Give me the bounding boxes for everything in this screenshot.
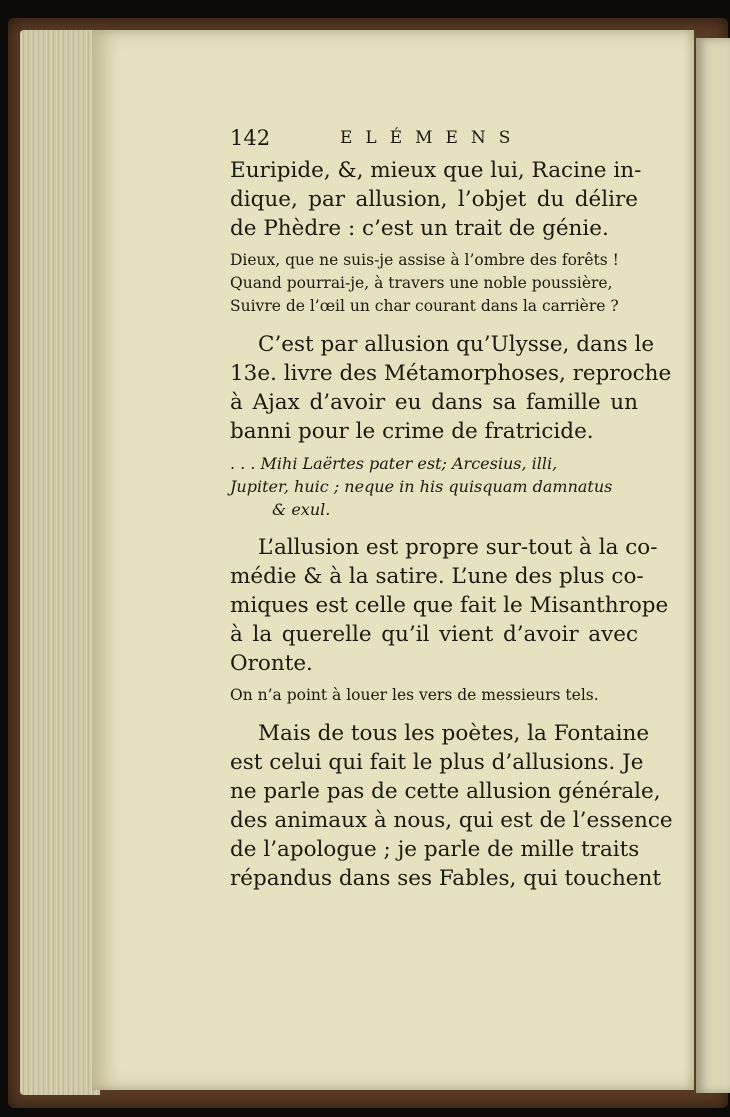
text-line: 13e. livre des Métamorphoses, reproche (230, 361, 672, 386)
facing-page-edge (696, 38, 730, 1093)
page-edges (20, 30, 100, 1095)
verse-line: Dieux, que ne suis-je assise à l’ombre des forêts ! (230, 251, 619, 269)
latin-quotation (230, 452, 638, 521)
text-line: Mais de tous les poètes, la Fontaine (258, 721, 650, 746)
paragraph-ulysse (230, 330, 672, 446)
verse-line: Quand pourrai-je, à travers une noble poussière, (230, 274, 613, 292)
text-line: des animaux à nous, qui est de l’essence (230, 808, 673, 833)
quote-line: & exul. (272, 500, 331, 519)
text-line: répandus dans ses Fables, qui touchent (230, 866, 662, 891)
page-number: 142 (230, 126, 271, 150)
text-line: C’est par allusion qu’Ulysse, dans le (258, 332, 655, 357)
text-line: de l’apologue ; je parle de mille traits (230, 837, 640, 862)
text-line: banni pour le crime de fratricide. (230, 419, 594, 444)
text-line: ne parle pas de cette allusion générale, (230, 779, 661, 804)
verse-quotation (230, 249, 638, 318)
page-text (230, 122, 673, 893)
text-line: L’allusion est propre sur-tout à la co- (258, 535, 658, 560)
verse-line-misanthrope: On n’a point à louer les vers de messieurs tels. (230, 686, 599, 704)
text-line: Euripide, &, mieux que lui, Racine in- (230, 158, 642, 183)
text-line: à Ajax d’avoir eu dans sa famille un (230, 390, 638, 415)
text-line: est celui qui fait le plus d’allusions. Je (230, 750, 644, 775)
text-line: Oronte. (230, 651, 313, 676)
text-line: de Phèdre : c’est un trait de génie. (230, 216, 609, 241)
text-line: miques est celle que fait le Misanthrope (230, 593, 669, 618)
verse-line: Suivre de l’œil un char courant dans la carrière ? (230, 297, 619, 315)
paragraph-comedie (230, 533, 669, 678)
text-line: à la querelle qu’il vient d’avoir avec (230, 622, 638, 647)
intro-paragraph (230, 156, 642, 243)
quote-line: Jupiter, huic ; neque in his quisquam damnatus (230, 477, 613, 496)
text-line: médie & à la satire. L’une des plus co- (230, 564, 644, 589)
text-line: dique, par allusion, l’objet du délire (230, 187, 638, 212)
paragraph-la-fontaine (230, 719, 673, 893)
page-header (230, 122, 638, 156)
running-title: ELÉMENS (340, 128, 524, 148)
quote-line: . . . Mihi Laërtes pater est; Arcesius, illi, (230, 454, 558, 473)
